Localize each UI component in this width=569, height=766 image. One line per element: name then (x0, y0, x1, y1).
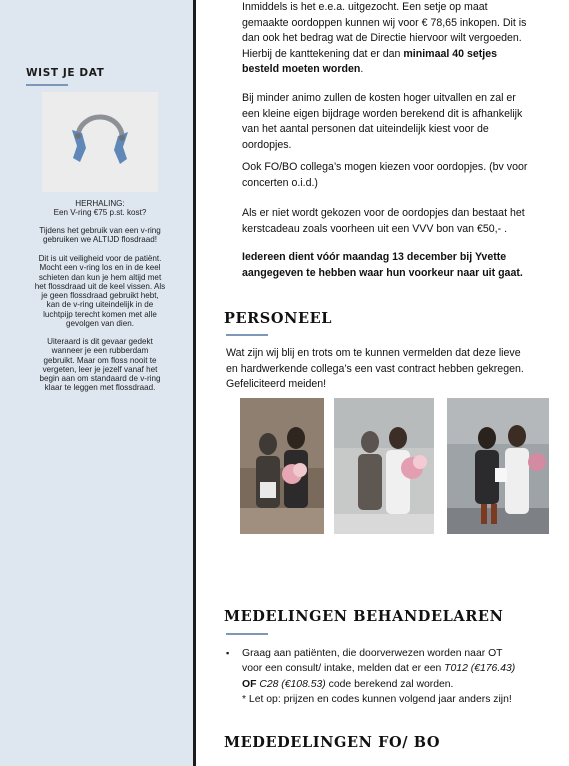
sidebar-line: begin aan om standaard de v-ring (39, 374, 161, 384)
sidebar-line: het flossdraad uit de keel vissen. Als (34, 281, 166, 291)
intro-paragraph (242, 0, 552, 78)
section-heading-fobo: MEDEDELINGEN FO/ BO (224, 734, 441, 751)
sidebar-line: Mocht een v-ring los en in de keel (39, 263, 161, 273)
sidebar-line: kan de v-ring uiteindelijk in de (46, 300, 154, 310)
v-ring-image (42, 92, 158, 192)
sidebar-line: gevolgen van dien. (66, 319, 134, 329)
sidebar-line: Tijdens het gebruik van een v-ring (39, 226, 161, 235)
text-line: een kleine eigen bijdrage worden berekend dit is afhankelijk (242, 107, 523, 120)
text-line: van het aantal personen dat uiteindelijk kiest voor de (242, 123, 489, 136)
text-line: dan ook het bedrag wat de Directie hiervoor wilt vergoeden. (242, 32, 522, 45)
bold-text: aangegeven te hebben waar hun voorkeur naar uit gaat. (242, 266, 523, 279)
behandelaren-list (226, 646, 546, 708)
cost-paragraph (242, 91, 552, 153)
photo-image (240, 398, 324, 534)
personeel-paragraph (226, 346, 546, 393)
bold-text: minimaal 40 setjes (403, 47, 498, 60)
photo-image (334, 398, 434, 534)
sidebar-line: gebruikt. Maar om floss nooit te (43, 355, 157, 365)
sidebar-line: gebruiken we ALTIJD flosdraad! (42, 235, 158, 245)
text-line: Hierbij de kanttekening dat er dan (242, 47, 404, 60)
sidebar-block-rubberdam (20, 337, 180, 393)
fobo-earplugs-paragraph (242, 160, 552, 191)
text-line: Bij minder animo zullen de kosten hoger uitvallen en zal er (242, 92, 516, 104)
photo-colleague-3 (447, 398, 549, 534)
text-line: . (360, 63, 364, 76)
sidebar-line: klaar te leggen met flossdraad. (44, 383, 156, 393)
sidebar-line: vergeten, leer je jezelf vanaf het (42, 364, 158, 374)
code-text: C28 (€108.53) (256, 678, 326, 690)
text-line: Ook FO/BO collega’s mogen kiezen voor oordopjes. (bv voor (242, 161, 528, 173)
heading-rule (226, 334, 268, 336)
photo-colleague-1 (240, 398, 324, 534)
text-line: * Let op: prijzen en codes kunnen volgend jaar anders zijn! (242, 694, 512, 706)
sidebar-block-reminder (20, 199, 180, 218)
sidebar-title: WIST JE DAT (26, 67, 105, 79)
deadline-paragraph (242, 250, 552, 281)
text-line: concerten o.i.d.) (242, 176, 318, 189)
sidebar-block-safety (20, 254, 180, 328)
code-text: T012 (€176.43) (444, 663, 516, 675)
text-line: en hardwerkende collega’s een vast contract hebben gekregen. (226, 362, 524, 375)
bold-text: OF (242, 678, 257, 690)
photo-image (447, 398, 549, 534)
text-line: kerstcadeau zoals voorheen uit een VVV bon van €50,- . (242, 222, 508, 235)
heading-rule (226, 633, 268, 635)
section-heading-personeel: PERSONEEL (224, 310, 333, 327)
sidebar-line: Een V-ring €75 p.st. kost? (53, 208, 147, 218)
gift-paragraph (242, 206, 552, 237)
list-item (226, 646, 546, 708)
text-line: Inmiddels is het e.e.a. uitgezocht. Een setje op maat (242, 1, 488, 13)
text-line: voor een consult/ intake, melden dat er een (242, 663, 445, 675)
sidebar-line: Uiteraard is dit gevaar gedekt (47, 337, 153, 346)
sidebar-line: je geen flossdraad gebruikt hebt, (41, 291, 159, 301)
dental-ring-icon (42, 92, 158, 192)
text-line: Gefeliciteerd meiden! (226, 378, 327, 391)
sidebar-line: wanneer je een rubberdam (51, 346, 149, 356)
text-line: gemaakte oordoppen kunnen wij voor € 78,65 inkopen. Dit is (242, 16, 527, 29)
sidebar-title-rule (26, 84, 68, 86)
section-heading-behandelaren: MEDELINGEN BEHANDELAREN (224, 608, 504, 625)
sidebar-block-floss (20, 226, 180, 245)
sidebar-line: Dit is uit veiligheid voor de patiënt. (38, 254, 162, 263)
text-line: Wat zijn wij blij en trots om te kunnen vermelden dat deze lieve (226, 347, 521, 359)
text-line: Als er niet wordt gekozen voor de oordopjes dan bestaat het (242, 207, 525, 219)
photo-colleague-2 (334, 398, 434, 534)
text-line: oordopjes. (242, 138, 292, 151)
bold-text: besteld moeten worden (242, 63, 361, 76)
text-line: Graag aan patiënten, die doorverwezen worden naar OT (242, 648, 503, 659)
sidebar-line: luchtpijp terecht komen met alle (43, 309, 157, 319)
sidebar-line: HERHALING: (75, 199, 125, 208)
text-line: code berekend zal worden. (325, 678, 454, 690)
sidebar-line: schieten dan kun je hem altijd met (38, 272, 162, 282)
bold-text: Iedereen dient vóór maandag 13 december bij Yvette (242, 251, 507, 263)
